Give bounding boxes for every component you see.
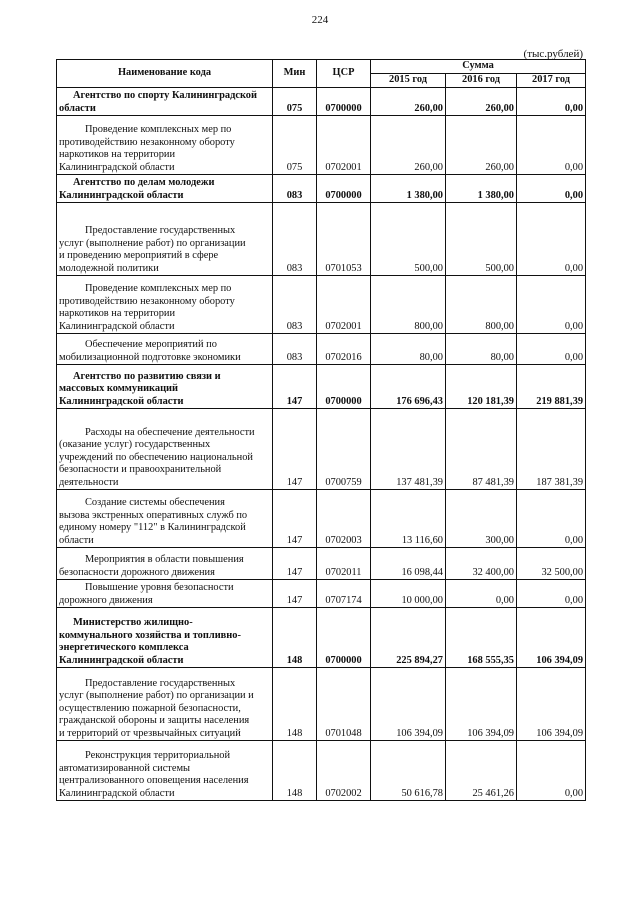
header-year-2016: 2016 год xyxy=(446,74,517,88)
row-name-line: вызова экстренных оперативных служб по xyxy=(59,509,248,521)
row-name xyxy=(57,548,273,580)
row-min: 075 xyxy=(273,88,317,116)
row-name-line: безопасности дорожного движения xyxy=(59,566,215,578)
table-row xyxy=(57,490,586,548)
row-name-line: Калининградской области xyxy=(59,395,184,407)
row-min: 148 xyxy=(273,668,317,741)
row-name-line: и проведению мероприятий в сфере xyxy=(59,250,219,261)
row-csr: 0702002 xyxy=(317,741,371,801)
row-name-line: Проведение комплексных мер по xyxy=(85,283,232,294)
row-2016: 168 555,35 xyxy=(446,608,517,668)
row-csr: 0700759 xyxy=(317,409,371,490)
header-year-2015: 2015 год xyxy=(371,74,446,88)
row-csr: 0700000 xyxy=(317,608,371,668)
row-2015: 106 394,09 xyxy=(371,668,446,741)
table-body xyxy=(57,88,586,801)
row-name-line: Создание системы обеспечения xyxy=(85,497,225,508)
row-min: 147 xyxy=(273,580,317,608)
row-2016: 1 380,00 xyxy=(446,175,517,203)
row-csr: 0702001 xyxy=(317,116,371,175)
table-row xyxy=(57,88,586,116)
row-name-line: Калининградской области xyxy=(59,787,175,799)
row-2017: 0,00 xyxy=(517,334,586,365)
row-name-line: услуг (выполнение работ) по организации xyxy=(59,237,246,249)
row-2017: 187 381,39 xyxy=(517,409,586,490)
row-2015: 176 696,43 xyxy=(371,365,446,409)
row-name xyxy=(57,175,273,203)
row-2017: 106 394,09 xyxy=(517,608,586,668)
header-min: Мин xyxy=(273,60,317,88)
row-name-line: деятельности xyxy=(59,476,119,488)
row-min: 075 xyxy=(273,116,317,175)
row-name-line: Мероприятия в области повышения xyxy=(85,554,244,565)
row-name-line: Министерство жилищно- xyxy=(73,617,193,628)
row-name-line: безопасности и правоохранительной xyxy=(59,464,222,475)
row-2016: 500,00 xyxy=(446,203,517,276)
table-row xyxy=(57,334,586,365)
row-name-line: Калининградской области xyxy=(59,654,184,666)
row-name-line: и территорий от чрезвычайных ситуаций xyxy=(59,727,241,739)
table-row xyxy=(57,116,586,175)
row-min: 148 xyxy=(273,741,317,801)
row-2015: 500,00 xyxy=(371,203,446,276)
row-csr: 0701048 xyxy=(317,668,371,741)
table-row xyxy=(57,741,586,801)
row-2015: 800,00 xyxy=(371,276,446,334)
table-row xyxy=(57,409,586,490)
row-name-line: противодействию незаконному обороту xyxy=(59,295,235,307)
table-row xyxy=(57,548,586,580)
table-row xyxy=(57,668,586,741)
row-2015: 225 894,27 xyxy=(371,608,446,668)
row-name-line: области xyxy=(59,534,94,546)
row-name xyxy=(57,334,273,365)
row-2016: 25 461,26 xyxy=(446,741,517,801)
row-min: 083 xyxy=(273,203,317,276)
row-2017: 0,00 xyxy=(517,175,586,203)
row-name-line: централизованного оповещения населения xyxy=(59,775,249,786)
row-name-line: Агентство по делам молодежи xyxy=(73,177,215,188)
row-min: 083 xyxy=(273,276,317,334)
row-name-line: наркотиков на территории xyxy=(59,149,176,160)
row-2017: 0,00 xyxy=(517,203,586,276)
budget-table xyxy=(56,59,586,801)
row-name-line: Проведение комплексных мер по xyxy=(85,124,232,135)
row-csr: 0702003 xyxy=(317,490,371,548)
row-name xyxy=(57,116,273,175)
row-name-line: Предоставление государственных xyxy=(85,225,236,236)
row-name xyxy=(57,276,273,334)
row-name xyxy=(57,668,273,741)
row-min: 148 xyxy=(273,608,317,668)
row-2017: 219 881,39 xyxy=(517,365,586,409)
table-row xyxy=(57,365,586,409)
row-min: 147 xyxy=(273,490,317,548)
header-name: Наименование кода xyxy=(57,60,273,88)
row-min: 083 xyxy=(273,175,317,203)
row-name xyxy=(57,608,273,668)
row-2017: 0,00 xyxy=(517,88,586,116)
row-name-line: гражданской обороны и защиты населения xyxy=(59,715,250,726)
row-name xyxy=(57,409,273,490)
row-2015: 50 616,78 xyxy=(371,741,446,801)
row-2015: 16 098,44 xyxy=(371,548,446,580)
row-2015: 13 116,60 xyxy=(371,490,446,548)
row-2016: 87 481,39 xyxy=(446,409,517,490)
row-name-line: дорожного движения xyxy=(59,594,153,606)
header-year-2017: 2017 год xyxy=(517,74,586,88)
row-name xyxy=(57,741,273,801)
row-name-line: автоматизированной системы xyxy=(59,762,191,774)
row-2017: 0,00 xyxy=(517,741,586,801)
row-csr: 0702011 xyxy=(317,548,371,580)
row-2015: 260,00 xyxy=(371,116,446,175)
row-2016: 300,00 xyxy=(446,490,517,548)
row-name-line: Реконструкция территориальной xyxy=(85,750,231,761)
row-csr: 0700000 xyxy=(317,175,371,203)
row-name-line: противодействию незаконному обороту xyxy=(59,136,235,148)
row-name-line: наркотиков на территории xyxy=(59,308,176,319)
row-2016: 80,00 xyxy=(446,334,517,365)
row-name-line: осуществлению пожарной безопасности, xyxy=(59,702,241,714)
row-name-line: Обеспечение мероприятий по xyxy=(85,339,217,350)
row-2015: 10 000,00 xyxy=(371,580,446,608)
row-name-line: единому номеру "112" в Калининградской xyxy=(59,522,246,533)
row-2017: 106 394,09 xyxy=(517,668,586,741)
row-2015: 80,00 xyxy=(371,334,446,365)
table-row xyxy=(57,608,586,668)
row-name-line: Повышение уровня безопасности xyxy=(85,582,234,593)
row-2015: 260,00 xyxy=(371,88,446,116)
row-name-line: мобилизационной подготовке экономики xyxy=(59,351,241,363)
table-row xyxy=(57,580,586,608)
header-csr: ЦСР xyxy=(317,60,371,88)
row-2017: 32 500,00 xyxy=(517,548,586,580)
row-name-line: Агентство по спорту Калининградской xyxy=(73,90,257,101)
row-min: 083 xyxy=(273,334,317,365)
row-2017: 0,00 xyxy=(517,116,586,175)
row-csr: 0702016 xyxy=(317,334,371,365)
row-min: 147 xyxy=(273,409,317,490)
row-min: 147 xyxy=(273,548,317,580)
row-name-line: (оказание услуг) государственных xyxy=(59,439,211,450)
row-csr: 0702001 xyxy=(317,276,371,334)
row-name xyxy=(57,490,273,548)
row-name xyxy=(57,365,273,409)
row-name-line: области xyxy=(59,102,96,114)
row-name-line: Калининградской области xyxy=(59,320,175,332)
units-label: (тыс.рублей) xyxy=(523,48,583,60)
row-name-line: молодежной политики xyxy=(59,262,159,274)
row-2015: 1 380,00 xyxy=(371,175,446,203)
row-csr: 0701053 xyxy=(317,203,371,276)
row-name-line: Предоставление государственных xyxy=(85,677,236,689)
row-name-line: коммунального хозяйства и топливно- xyxy=(59,629,241,641)
row-name-line: массовых коммуникаций xyxy=(59,383,179,394)
row-2017: 0,00 xyxy=(517,580,586,608)
row-name-line: Расходы на обеспечение деятельности xyxy=(85,426,255,438)
row-2016: 120 181,39 xyxy=(446,365,517,409)
row-2016: 106 394,09 xyxy=(446,668,517,741)
row-csr: 0700000 xyxy=(317,88,371,116)
row-csr: 0707174 xyxy=(317,580,371,608)
row-csr: 0700000 xyxy=(317,365,371,409)
row-name-line: услуг (выполнение работ) по организации и xyxy=(59,690,254,701)
row-name-line: Агентство по развитию связи и xyxy=(73,370,221,382)
row-2017: 0,00 xyxy=(517,276,586,334)
row-name xyxy=(57,88,273,116)
header-sum: Сумма xyxy=(371,60,586,74)
row-name-line: энергетического комплекса xyxy=(59,642,189,653)
row-min: 147 xyxy=(273,365,317,409)
row-name-line: Калининградской области xyxy=(59,189,184,201)
page-number: 224 xyxy=(311,14,329,26)
row-name-line: учреждений по обеспечению национальной xyxy=(59,451,253,463)
row-name xyxy=(57,203,273,276)
row-2017: 0,00 xyxy=(517,490,586,548)
row-2016: 800,00 xyxy=(446,276,517,334)
row-2015: 137 481,39 xyxy=(371,409,446,490)
row-2016: 260,00 xyxy=(446,88,517,116)
table-row xyxy=(57,175,586,203)
row-2016: 260,00 xyxy=(446,116,517,175)
row-2016: 32 400,00 xyxy=(446,548,517,580)
row-name xyxy=(57,580,273,608)
row-2016: 0,00 xyxy=(446,580,517,608)
table-row xyxy=(57,276,586,334)
row-name-line: Калининградской области xyxy=(59,161,175,173)
table-row xyxy=(57,203,586,276)
